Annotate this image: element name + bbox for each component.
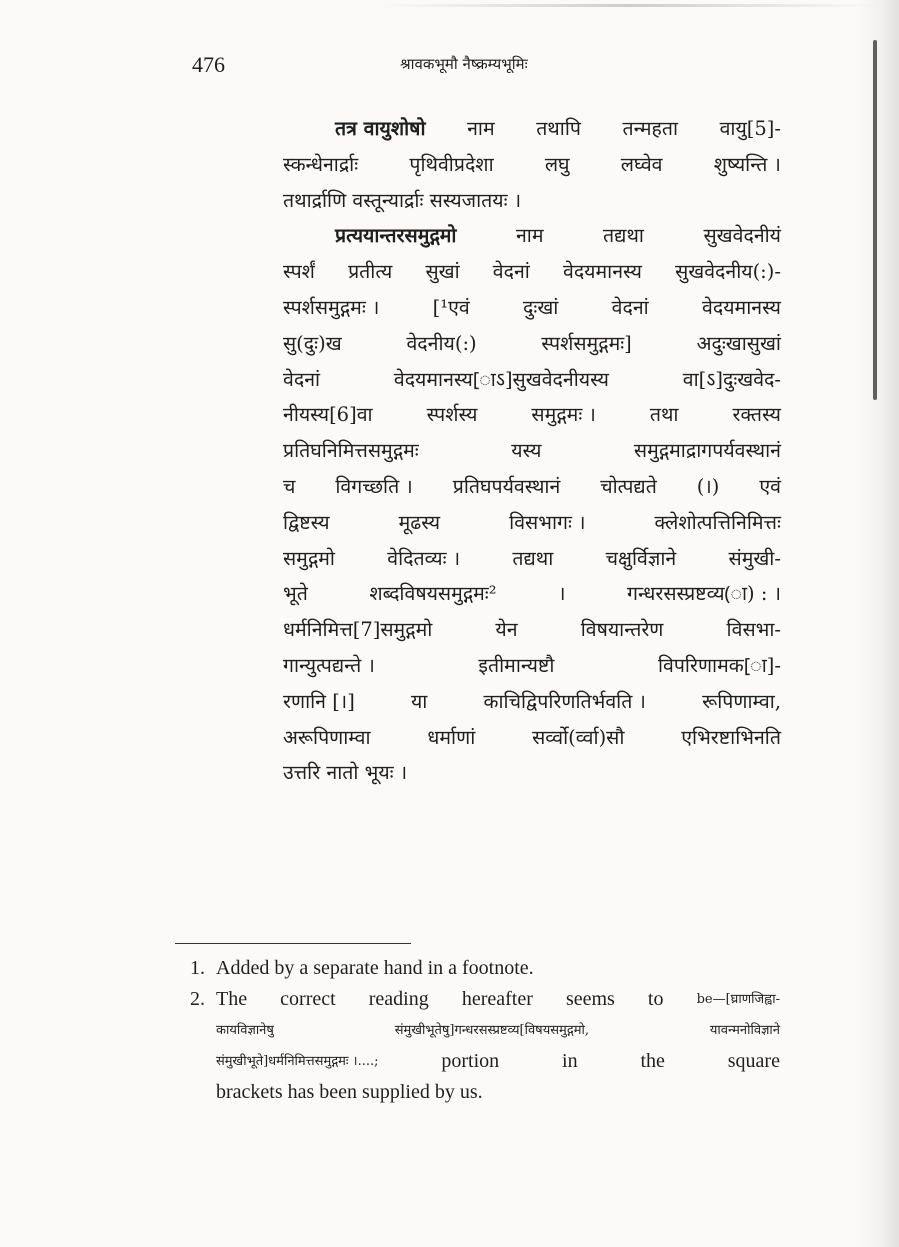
word: तथा [649,403,679,427]
word: तद्यथा [603,224,644,248]
word: लघु [544,152,570,176]
word: संमुखी- [728,546,781,570]
word: अदुःखासुखां [696,331,781,355]
text-line [283,541,781,577]
paragraph [283,218,781,791]
word: स्पर्शसमुद्गमः] [541,331,632,355]
footnote-line [216,1015,780,1046]
word: भूते [283,582,308,606]
word: । [558,582,566,606]
paragraph [283,111,781,218]
footnote-line [216,1046,780,1077]
footnote-segment: square [727,1050,780,1072]
word: तद्यथा [512,546,554,570]
text-line [283,397,781,433]
text-line [283,684,781,720]
footnote [190,984,780,1108]
text-line [283,290,781,326]
footnote-number: 2. [190,988,205,1010]
word: तथार्द्राणि वस्तून्यार्द्राः सस्यजातयः । [283,188,522,212]
text-line [283,218,781,254]
word: काचिद्विपरिणतिर्भवति । [483,689,646,713]
word: गान्युत्पद्यन्ते । [283,653,375,677]
footnote-line [216,1077,780,1108]
footnote-segment: hereafter [461,988,533,1010]
word: रणानि [।] [283,689,355,713]
text-line [283,720,781,756]
word: सु(दुः)ख [283,331,342,355]
word: समुद्गमः । [531,403,596,427]
word: वायु[5]- [719,117,781,140]
word: नाम [515,224,544,248]
word: सुखवेदनीयं [703,224,781,248]
text-line [283,469,781,505]
footnote-number: 1. [190,957,205,979]
footnote-body [216,953,780,984]
footnote-divider [175,943,411,944]
word: रूपिणाम्वा, [702,689,781,713]
word: वेदनीय(:) [406,331,477,355]
binding-line [873,40,877,400]
text-line [283,111,781,147]
page-number: 476 [192,52,225,77]
word: सुखवेदनीय(:)- [675,260,781,284]
word: क्लेशोत्पत्तिनिमित्तः [654,510,781,534]
footnote-segment: The [216,988,248,1010]
footnote-segment: कायविज्ञानेषु [216,1023,274,1038]
footnote-segment: be—[घ्राणजिह्वा- [696,992,780,1007]
word: वेदयमानस्य [562,260,642,284]
main-text [283,111,781,791]
text-line [283,254,781,290]
word: समुद्गमो [283,546,335,570]
text-line [283,326,781,362]
text-line [283,147,781,183]
footnote-segment: seems [565,988,615,1010]
word: वेदनां [283,367,321,391]
word: पृथिवीप्रदेशा [409,152,494,176]
text-line [283,433,781,469]
footnote-segment: the [640,1050,665,1072]
word: स्कन्धेनार्द्राः [283,152,359,176]
word: प्रतिघनिमित्तसमुद्गमः [283,439,419,463]
word: धर्मनिमित्त[7]समुद्गमो [283,618,433,642]
word: विषयान्तरेण [580,618,664,642]
word: वेदनां [611,295,649,319]
footnote-segment: reading [368,988,429,1010]
word: इतीमान्यष्टौ [478,653,555,677]
word: सर्व्वो(र्व्वा)सौ [532,725,625,749]
word: या [410,689,428,713]
text-line [283,576,781,612]
footnote-segment: brackets has been supplied by us. [216,1081,483,1103]
word: तथापि [536,117,581,140]
word: च [283,474,296,498]
footnote-body [216,984,780,1108]
word: वेदयमानस्य[ाऽ]सुखवेदनीयस्य [393,367,609,391]
word: शुष्यन्ति । [713,152,781,176]
word: विगच्छति । [335,474,413,498]
word: अरूपिणाम्वा [283,725,371,749]
word: स्पर्शस्य [426,403,478,427]
word: तत्र वायुशोषो [335,117,426,140]
word: विपरिणामक[ा]- [657,653,781,677]
word: विसभागः । [509,510,586,534]
word: विसभा- [726,618,781,642]
footnote-segment: संमुखीभूतेषु]गन्धरसस्प्रष्टव्य[विषयसमुद्गमो, [394,1023,590,1038]
word: स्पर्शसमुद्गमः । [283,295,380,319]
word: वा[ऽ]दुःखवेद- [682,367,781,391]
footnote-segment: Added by a separate hand in a footnote. [216,957,534,979]
word: उत्तरि नातो भूयः । [283,761,408,785]
text-line [283,648,781,684]
word: (।) [696,474,720,498]
word: चोत्पद्यते [600,474,657,498]
running-head: श्रावकभूमौ नैष्क्रम्यभूमिः [400,55,528,73]
word: वेदयमानस्य [702,295,781,319]
footnotes [190,953,780,1108]
footnote-segment: portion [441,1050,500,1072]
footnote-segment: यावन्मनोविज्ञाने [709,1023,780,1038]
word: एभिरष्टाभिनति [681,725,781,749]
word: द्विष्टस्य [283,510,330,534]
word: लघ्वेव [620,152,663,176]
footnote-segment: संमुखीभूते]धर्मनिमित्तसमुद्गमः ।....; [216,1054,379,1069]
word: नाम [467,117,495,140]
word: दुःखां [523,295,559,319]
text-line [283,755,781,791]
scan-streak [380,4,880,7]
text-line [283,183,781,219]
word: तन्महता [622,117,679,140]
text-line [283,362,781,398]
word: रक्तस्य [732,403,781,427]
word: एवं [759,474,781,498]
word: सुखां [425,260,460,284]
word: धर्माणां [427,725,476,749]
footnote-segment: correct [280,988,336,1010]
word: स्पर्शं [283,260,315,284]
word: वेदितव्यः । [387,546,461,570]
word: मूढस्य [398,510,441,534]
text-line [283,505,781,541]
text-line [283,612,781,648]
footnote-line [216,984,780,1015]
footnote-segment: in [562,1050,578,1072]
footnote-line [216,953,780,984]
word: वेदनां [492,260,530,284]
word: गन्धरसस्प्रष्टव्य(ा) : । [626,582,781,606]
word: नीयस्य[6]वा [283,403,373,427]
footnote [190,953,780,984]
word: प्रतिघपर्यवस्थानं [452,474,561,498]
page-edge-shadow [859,0,899,1247]
word: येन [495,618,518,642]
word: चक्षुर्विज्ञाने [605,546,677,570]
footnote-segment: to [647,988,664,1010]
word: [¹एवं [432,295,470,319]
word: समुद्गमाद्रागपर्यवस्थानं [633,439,781,463]
word: शब्दविषयसमुद्गमः² [369,582,497,606]
word: यस्य [511,439,542,463]
word: प्रत्ययान्तरसमुद्गमो [335,224,457,248]
word: प्रतीत्य [348,260,393,284]
